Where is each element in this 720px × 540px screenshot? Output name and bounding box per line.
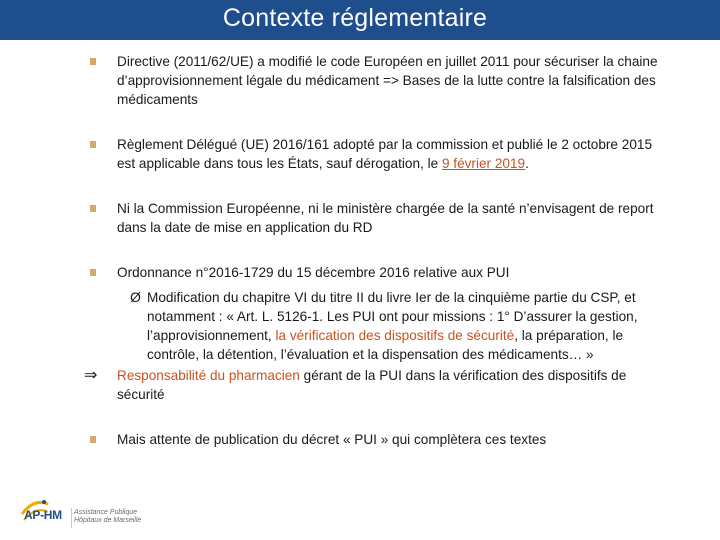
- highlight-responsabilite: Responsabilité du pharmacien: [117, 368, 300, 383]
- square-bullet-icon: [90, 58, 96, 65]
- logo-brand-text: AP-HM: [24, 508, 62, 522]
- bullet-item-1: [90, 52, 670, 109]
- bullet-text: Ni la Commission Européenne, ni le ministère chargée de la santé n’envisagent de report dans la date de mise en application du RD: [117, 201, 654, 235]
- sub-bullet-text: Modification du chapitre VI du titre II du livre Ier de la cinquième partie du CSP, et notamment : « Art. L. 5126-1. Les PUI ont pour missions : 1° D’assurer la gestion, l’approvisionnement,: [147, 290, 638, 343]
- square-bullet-icon: [90, 436, 96, 443]
- sub-bullet-item: [90, 288, 670, 364]
- bullet-text: Ordonnance n°2016-1729 du 15 décembre 2016 relative aux PUI: [117, 265, 510, 280]
- slide-content: [84, 52, 670, 449]
- square-bullet-icon: [90, 205, 96, 212]
- implies-arrow-icon: ⇒: [84, 367, 98, 384]
- logo-divider: [71, 508, 72, 528]
- highlight-date: 9 février 2019: [441, 156, 526, 171]
- highlight-verification: la vérification des dispositifs de sécurité: [275, 328, 515, 343]
- arrow-check-icon: Ø: [130, 289, 141, 305]
- sub-bullet-text-end: , la préparation, le contrôle, la détention, l’évaluation et la dispensation des médicaments… »: [147, 328, 624, 362]
- bullet-text-end: .: [525, 156, 529, 171]
- square-bullet-icon: [90, 269, 96, 276]
- bullet-item-5: [84, 366, 670, 404]
- slide-title: Contexte réglementaire: [222, 4, 488, 32]
- logo-line-2: Hôpitaux de Marseille: [74, 517, 142, 524]
- aphm-logo: [8, 492, 158, 536]
- square-bullet-icon: [90, 141, 96, 148]
- bullet-item-2: [90, 135, 670, 173]
- logo-line-1: Assistance Publique: [74, 509, 138, 516]
- title-bar: [0, 0, 720, 42]
- bullet-text: Mais attente de publication du décret « PUI » qui complètera ces textes: [117, 432, 547, 447]
- bullet-text: gérant de la PUI dans la vérification des dispositifs de sécurité: [117, 368, 627, 402]
- bullet-text: Règlement Délégué (UE) 2016/161 adopté par la commission et publié le 2 octobre 2015 est applicable dans tous les États, sauf dérogation, le: [117, 137, 653, 171]
- bullet-item-3: [90, 199, 670, 237]
- bullet-item-4: [90, 263, 670, 282]
- bullet-text: Directive (2011/62/UE) a modifié le code Européen en juillet 2011 pour sécuriser la chaine d’approvisionnement légale du médicament => Bases de la lutte contre la falsification des médicaments: [117, 54, 658, 107]
- bullet-item-6: [90, 430, 670, 449]
